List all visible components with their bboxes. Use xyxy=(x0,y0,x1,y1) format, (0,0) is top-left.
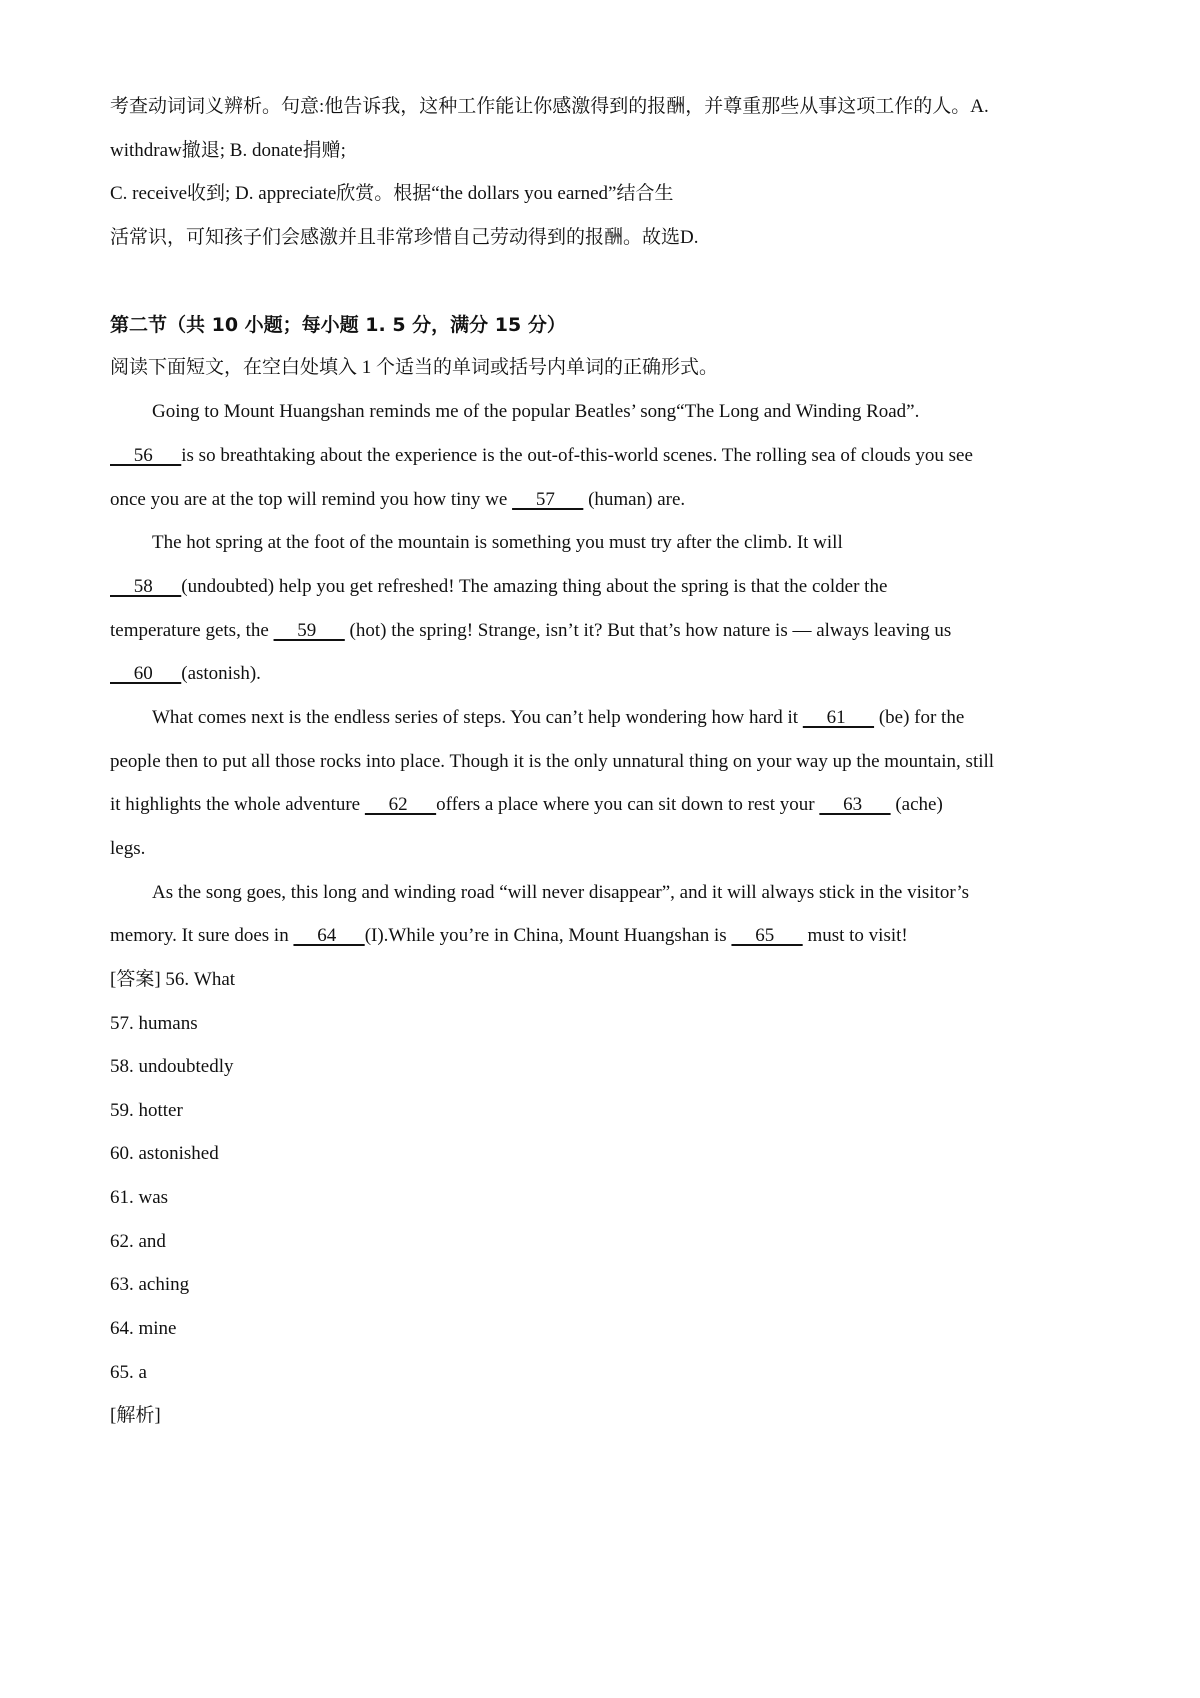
passage-text: once you are at the top will remind you how tiny we xyxy=(110,489,513,510)
passage-p4-line-1: As the song goes, this long and winding road “will never disappear”, and it will always stick in the visitor’s xyxy=(152,882,970,903)
blank-63[interactable]: 63 xyxy=(819,794,891,815)
blank-62[interactable]: 62 xyxy=(364,794,437,815)
answer-59: 59. hotter xyxy=(110,1100,183,1121)
passage-text: (be) for the xyxy=(874,707,965,728)
blank-61[interactable]: 61 xyxy=(802,707,875,728)
answer-62: 62. and xyxy=(110,1231,166,1252)
passage-p4-line-2 xyxy=(110,923,908,949)
section-instruction: 阅读下面短文，在空白处填入 1 个适当的单词或括号内单词的正确形式。 xyxy=(110,357,719,378)
answer-65: 65. a xyxy=(110,1362,147,1383)
passage-p1-line-2 xyxy=(110,443,973,469)
passage-p1-line-3 xyxy=(110,487,685,513)
passage-text: must to visit! xyxy=(802,925,908,946)
passage-text: What comes next is the endless series of steps. You can’t help wondering how hard it xyxy=(152,707,803,728)
passage-p1-line-1: Going to Mount Huangshan reminds me of the popular Beatles’ song“The Long and Winding Road”. xyxy=(152,401,920,422)
passage-p2-line-4 xyxy=(110,661,261,687)
passage-p2-line-2 xyxy=(110,574,887,600)
analysis-line-4: 活常识，可知孩子们会感激并且非常珍惜自己劳动得到的报酬。故选D. xyxy=(110,227,699,248)
answer-60: 60. astonished xyxy=(110,1143,219,1164)
passage-p2-line-3 xyxy=(110,618,951,644)
passage-p2-line-1: The hot spring at the foot of the mountain is something you must try after the climb. It will xyxy=(152,532,843,553)
passage-text: (human) are. xyxy=(583,489,686,510)
passage-text: memory. It sure does in xyxy=(110,925,294,946)
answer-63: 63. aching xyxy=(110,1274,190,1295)
passage-p3-line-3 xyxy=(110,792,943,818)
section-heading: 第二节（共 10 小题；每小题 1. 5 分，满分 15 分） xyxy=(110,314,566,336)
analysis-label: [解析] xyxy=(110,1405,161,1426)
passage-p3-line-4: legs. xyxy=(110,838,146,859)
blank-57[interactable]: 57 xyxy=(512,489,584,510)
analysis-line-1: 考查动词词义辨析。句意:他告诉我，这种工作能让你感激得到的报酬，并尊重那些从事这项工作的人。A. xyxy=(110,96,989,117)
answer-58: 58. undoubtedly xyxy=(110,1056,234,1077)
passage-text: is so breathtaking about the experience is the out-of-this-world scenes. The rolling sea of clouds you see xyxy=(181,445,973,466)
answer-56: [答案] 56. What xyxy=(110,969,236,990)
passage-p3-line-2: people then to put all those rocks into place. Though it is the only unnatural thing on your way up the mountain, still xyxy=(110,751,995,772)
blank-65[interactable]: 65 xyxy=(731,925,803,946)
answer-61: 61. was xyxy=(110,1187,169,1208)
passage-text: offers a place where you can sit down to rest your xyxy=(436,794,820,815)
passage-text: (ache) xyxy=(890,794,943,815)
analysis-line-2: withdraw撤退; B. donate捐赠; xyxy=(110,140,346,161)
passage-text: (hot) the spring! Strange, isn’t it? But that’s how nature is — always leaving us xyxy=(344,620,952,641)
blank-64[interactable]: 64 xyxy=(293,925,365,946)
blank-60[interactable]: 60 xyxy=(110,663,182,684)
passage-text: temperature gets, the xyxy=(110,620,274,641)
blank-56[interactable]: 56 xyxy=(110,445,182,466)
answer-64: 64. mine xyxy=(110,1318,177,1339)
passage-text: (undoubted) help you get refreshed! The amazing thing about the spring is that the colder the xyxy=(181,576,888,597)
passage-text: it highlights the whole adventure xyxy=(110,794,365,815)
passage-p3-line-1 xyxy=(152,705,964,731)
answer-57: 57. humans xyxy=(110,1013,198,1034)
passage-text: (astonish). xyxy=(181,663,261,684)
blank-59[interactable]: 59 xyxy=(273,620,345,641)
passage-text: (I).While you’re in China, Mount Huangshan is xyxy=(364,925,732,946)
analysis-line-3: C. receive收到; D. appreciate欣赏。根据“the dollars you earned”结合生 xyxy=(110,183,674,204)
blank-58[interactable]: 58 xyxy=(110,576,182,597)
